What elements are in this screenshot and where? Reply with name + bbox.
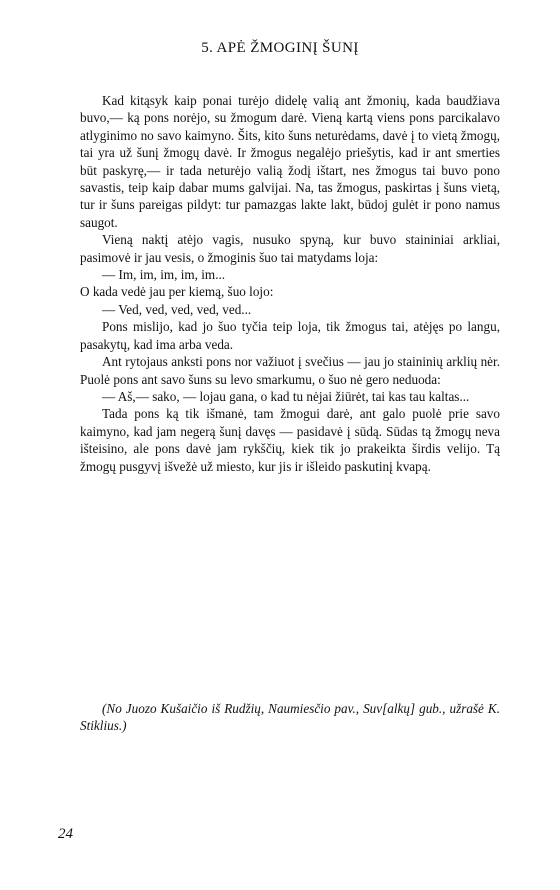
paragraph-1: Kad kitąsyk kaip ponai turėjo didelę valią ant žmonių, kada baudžiava buvo,— ką pons norėjo, su žmogum darė. Vieną kartą viens pons parcikalavo atlyginimo no savo kaimyno. Šits, kito šuns neturėdams, davė į to vietą žmogų, tai yra už šunį žmogų davė. Ir žmogus negalėjo priešytis, kad ir ant smerties būt paskyrę,— ir tada neturėjo valią žodį ištart, nes žmogus tai buvo pono savastis, teip kaip dabar mums galvijai. Na, tas žmogus, paskirtas į šuns vietą, tur ir šuns pareigas pildyt: tur pamazgas lakte lakt, būdoj gulėt ir pono namus saugot.: [80, 93, 500, 230]
paragraph-5: Ant rytojaus anksti pons nor važiuot į svečius — jau jo staininių arklių nėr. Puolė pons ant savo šuns su levo smarkumu, o šuo nė gero neduoda:: [80, 354, 500, 387]
dialog-line-3: — Aš,— sako, — lojau gana, o kad tu nėjai žiūrėt, tai kas tau kaltas...: [102, 388, 470, 404]
paragraph-4: Pons mislijo, kad jo šuo tyčia teip loja, tik žmogus tai, atėjęs po langu, pasakytų, kad ima arba veda.: [80, 319, 500, 352]
story-text: [80, 92, 500, 475]
page-number: 24: [58, 826, 73, 842]
chapter-title: 5. APĖ ŽMOGINĮ ŠUNĮ: [201, 40, 359, 56]
source-note: (No Juozo Kušaičio iš Rudžių, Naumiesčio pav., Suv[alkų] gub., užrašė K. Stiklius.): [80, 701, 500, 734]
paragraph-3: O kada vedė jau per kiemą, šuo lojo:: [80, 284, 274, 300]
paragraph-6: Tada pons ką tik išmanė, tam žmogui darė, ant galo puolė prie savo kaimyno, kad jam negerą šunį davęs — pasidavė į sūdą. Sūdas tą žmogų neva išteisino, ale pons davė jam rykščių, kiek tik jo prakeikta širdis velijo. Tą žmogų pusgyvį išvežė už miesto, kur jis ir išleido paskutinį kvapą.: [80, 406, 500, 474]
dialog-line-2: — Ved, ved, ved, ved, ved...: [102, 301, 252, 317]
dialog-line-1: — Im, im, im, im, im...: [102, 267, 226, 283]
paragraph-2: Vieną naktį atėjo vagis, nusuko spyną, kur buvo staininiai arkliai, pasimovė ir jau vesis, o žmoginis šuo tai matydams loja:: [80, 232, 500, 265]
